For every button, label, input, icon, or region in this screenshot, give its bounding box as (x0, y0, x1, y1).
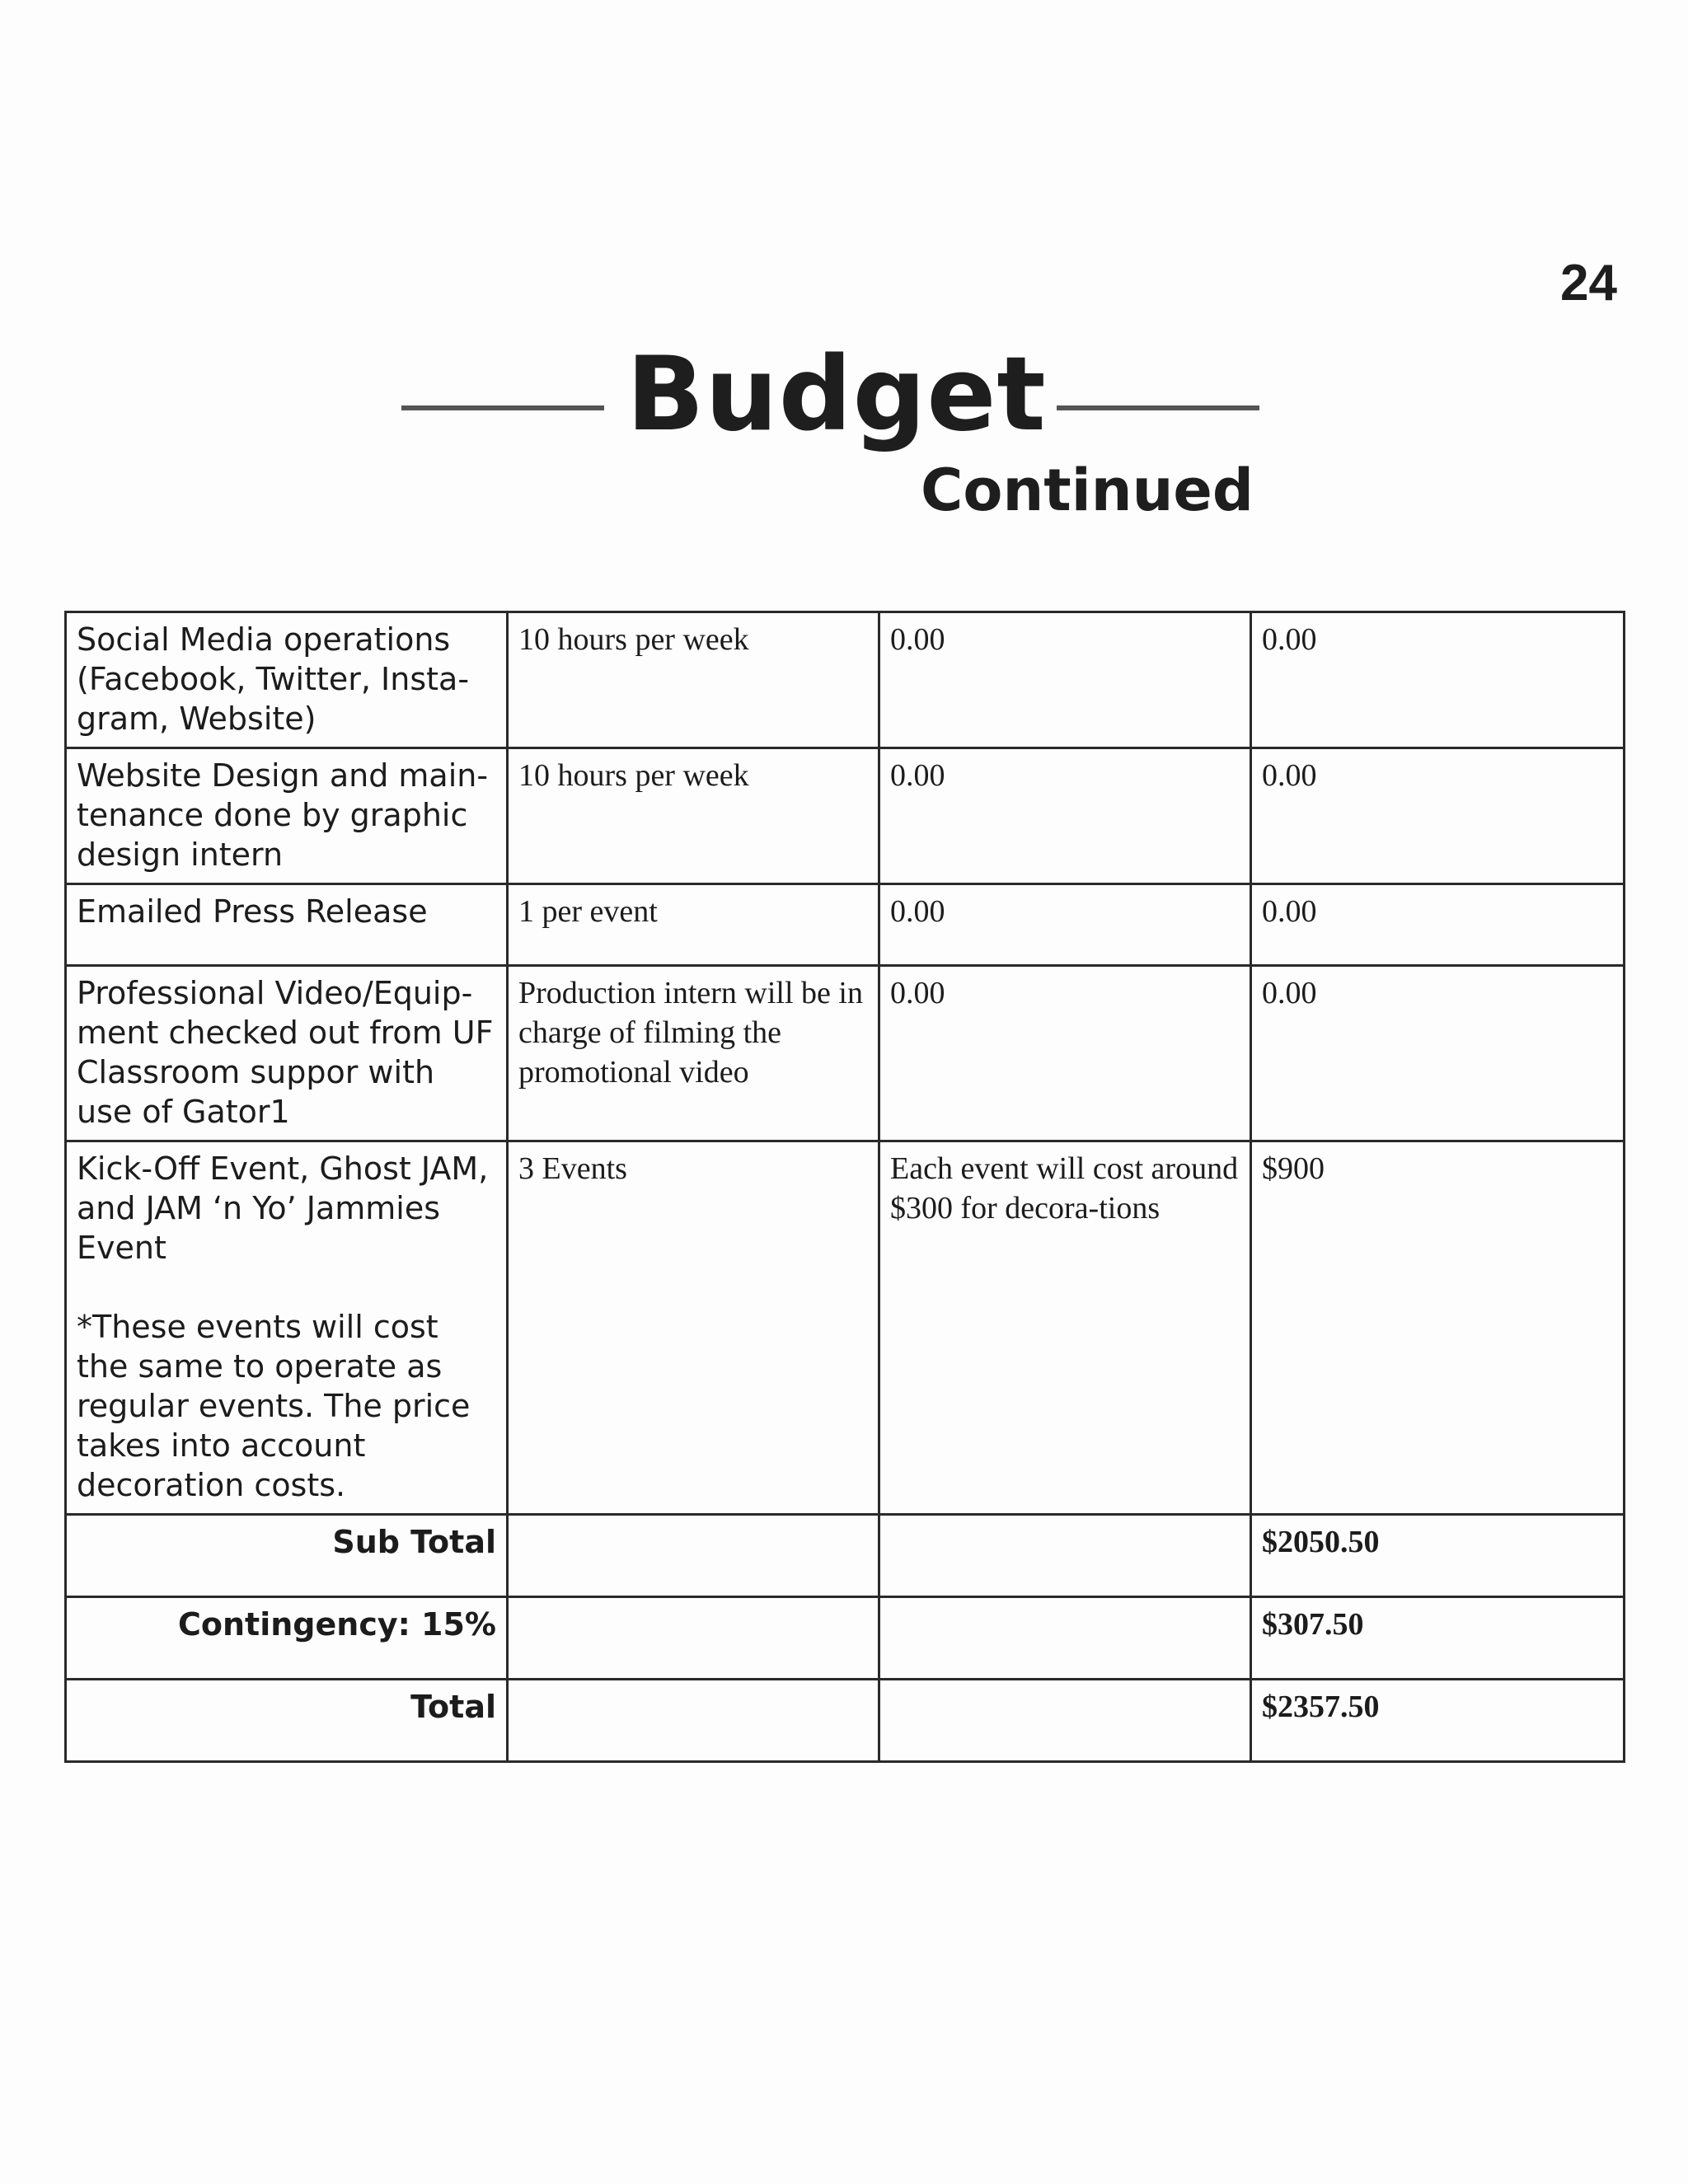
table-row (66, 966, 1625, 1141)
contingency-row (66, 1597, 1625, 1680)
table-row (66, 884, 1625, 966)
empty-cell (508, 1680, 879, 1762)
total-cell: $900 (1251, 1141, 1625, 1515)
table-row (66, 748, 1625, 884)
subtotal-value: $2050.50 (1251, 1515, 1625, 1597)
subtotal-row (66, 1515, 1625, 1597)
item-text: Kick-Off Event, Ghost JAM, and JAM ‘n Yo’ Jammies Event (77, 1151, 489, 1266)
table-row (66, 612, 1625, 748)
cost-cell: Each event will cost around $300 for decora-tions (879, 1141, 1251, 1515)
item-cell: Emailed Press Release (66, 884, 508, 966)
total-row (66, 1680, 1625, 1762)
empty-cell (879, 1515, 1251, 1597)
quantity-cell: 10 hours per week (508, 612, 879, 748)
table-row (66, 1141, 1625, 1515)
item-cell: Website Design and main-tenance done by graphic design intern (66, 748, 508, 884)
total-value: $2357.50 (1251, 1680, 1625, 1762)
item-cell: Professional Video/Equip-ment checked out from UF Classroom suppor with use of Gator1 (66, 966, 508, 1141)
cost-cell: 0.00 (879, 748, 1251, 884)
cost-cell: 0.00 (879, 884, 1251, 966)
total-cell: 0.00 (1251, 612, 1625, 748)
total-cell: 0.00 (1251, 884, 1625, 966)
quantity-cell: 3 Events (508, 1141, 879, 1515)
empty-cell (879, 1680, 1251, 1762)
page-header (0, 330, 1688, 462)
empty-cell (879, 1597, 1251, 1680)
budget-table (64, 611, 1625, 1763)
quantity-cell: Production intern will be in charge of filming the promotional video (508, 966, 879, 1141)
empty-cell (508, 1515, 879, 1597)
page-number: 24 (1560, 255, 1617, 312)
page-subtitle: Continued (921, 457, 1254, 524)
page-title: Budget (626, 335, 1047, 454)
item-cell: Social Media operations (Facebook, Twitter, Insta-gram, Website) (66, 612, 508, 748)
item-cell (66, 1141, 508, 1515)
cost-cell: 0.00 (879, 966, 1251, 1141)
cost-cell: 0.00 (879, 612, 1251, 748)
quantity-cell: 10 hours per week (508, 748, 879, 884)
contingency-label: Contingency: 15% (66, 1597, 508, 1680)
empty-cell (508, 1597, 879, 1680)
total-cell: 0.00 (1251, 966, 1625, 1141)
title-rule-left (401, 405, 604, 410)
total-cell: 0.00 (1251, 748, 1625, 884)
total-label: Total (66, 1680, 508, 1762)
title-rule-right (1057, 405, 1259, 410)
quantity-cell: 1 per event (508, 884, 879, 966)
item-note: *These events will cost the same to operate as regular events. The price takes into account decoration costs. (77, 1309, 471, 1503)
subtotal-label: Sub Total (66, 1515, 508, 1597)
contingency-value: $307.50 (1251, 1597, 1625, 1680)
